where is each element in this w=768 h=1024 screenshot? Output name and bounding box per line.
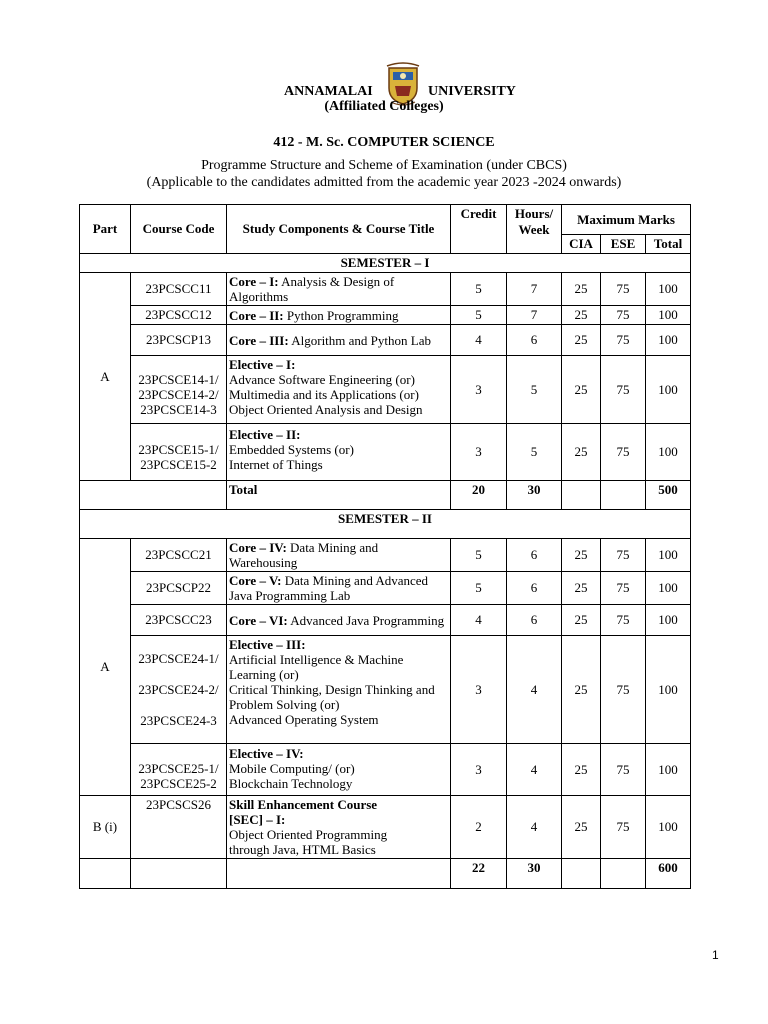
semester-1-heading-row bbox=[80, 254, 691, 273]
part-cell: A bbox=[80, 273, 131, 481]
header-course-code: Course Code bbox=[131, 205, 227, 254]
cia-cell: 25 bbox=[562, 572, 601, 605]
course-title bbox=[227, 273, 451, 306]
course-code bbox=[131, 744, 227, 796]
hours-cell: 6 bbox=[507, 605, 562, 636]
total-cell: 100 bbox=[646, 356, 691, 424]
course-title-text: Python Programming bbox=[283, 307, 399, 323]
table-row bbox=[80, 424, 691, 481]
course-title-line: Blockchain Technology bbox=[229, 776, 353, 791]
course-code: 23PCSCS26 bbox=[131, 796, 227, 859]
course-title-bold: Elective – II: bbox=[229, 427, 301, 442]
course-title-line: Internet of Things bbox=[229, 457, 323, 472]
cia-cell: 25 bbox=[562, 744, 601, 796]
header-cia: CIA bbox=[562, 235, 601, 254]
course-title-line: through Java, HTML Basics bbox=[229, 842, 376, 857]
total-hours: 30 bbox=[507, 481, 562, 510]
ese-cell: 75 bbox=[601, 306, 646, 325]
course-title-bold: Elective – IV: bbox=[229, 746, 304, 761]
header-total: Total bbox=[646, 235, 691, 254]
programme-title: 412 - M. Sc. COMPUTER SCIENCE bbox=[273, 135, 495, 150]
course-title bbox=[227, 424, 451, 481]
university-name-right: UNIVERSITY bbox=[428, 84, 516, 99]
total-credit: 22 bbox=[451, 859, 507, 889]
empty-cell bbox=[601, 859, 646, 889]
course-code: 23PCSCC11 bbox=[131, 273, 227, 306]
course-title-bold: Core – VI: bbox=[229, 612, 288, 628]
empty-cell bbox=[80, 481, 227, 510]
total-cell: 100 bbox=[646, 744, 691, 796]
total-cell: 100 bbox=[646, 424, 691, 481]
total-label: Total bbox=[227, 481, 451, 510]
semester-1-total-row bbox=[80, 481, 691, 510]
cia-cell: 25 bbox=[562, 796, 601, 859]
total-cell: 100 bbox=[646, 306, 691, 325]
empty-cell bbox=[562, 859, 601, 889]
table-row bbox=[80, 273, 691, 306]
cia-cell: 25 bbox=[562, 306, 601, 325]
ese-cell: 75 bbox=[601, 572, 646, 605]
table-row bbox=[80, 539, 691, 572]
header-credit: Credit bbox=[451, 205, 507, 254]
course-code-line: 23PCSCE14-2/ bbox=[138, 387, 219, 402]
semester-2-heading-row bbox=[80, 510, 691, 539]
cia-cell: 25 bbox=[562, 273, 601, 306]
empty-cell bbox=[562, 481, 601, 510]
credit-cell: 4 bbox=[451, 325, 507, 356]
affiliation: (Affiliated Colleges) bbox=[324, 99, 444, 114]
hours-cell: 4 bbox=[507, 636, 562, 744]
course-title bbox=[227, 356, 451, 424]
course-code: 23PCSCC21 bbox=[131, 539, 227, 572]
total-cell: 100 bbox=[646, 605, 691, 636]
part-cell: B (i) bbox=[80, 796, 131, 859]
course-title bbox=[227, 636, 451, 744]
ese-cell: 75 bbox=[601, 273, 646, 306]
credit-cell: 3 bbox=[451, 356, 507, 424]
table-row bbox=[80, 356, 691, 424]
table-row bbox=[80, 306, 691, 325]
credit-cell: 3 bbox=[451, 744, 507, 796]
course-title-line: Mobile Computing/ (or) bbox=[229, 761, 355, 776]
ese-cell: 75 bbox=[601, 605, 646, 636]
scheme-line-2: (Applicable to the candidates admitted from the academic year 2023 -2024 onwards) bbox=[146, 175, 622, 190]
course-code: 23PCSCP13 bbox=[131, 325, 227, 356]
course-code-line: 23PCSCE24-1/ bbox=[138, 651, 219, 666]
ese-cell: 75 bbox=[601, 356, 646, 424]
course-title-line: Artificial Intelligence & Machine Learning (or) bbox=[229, 652, 404, 682]
hours-cell: 6 bbox=[507, 539, 562, 572]
course-code-line: 23PCSCE25-2 bbox=[140, 776, 217, 791]
credit-cell: 4 bbox=[451, 605, 507, 636]
total-marks: 500 bbox=[646, 481, 691, 510]
table-row bbox=[80, 605, 691, 636]
course-title-line: Critical Thinking, Design Thinking and Problem Solving (or) bbox=[229, 682, 435, 712]
table-row-sec bbox=[80, 796, 691, 859]
hours-cell: 7 bbox=[507, 273, 562, 306]
course-title-line: Object Oriented Analysis and Design bbox=[229, 402, 423, 417]
course-title-line: Multimedia and its Applications (or) bbox=[229, 387, 419, 402]
course-title bbox=[227, 605, 451, 636]
scheme-line-1: Programme Structure and Scheme of Examination (under CBCS) bbox=[201, 158, 567, 173]
ese-cell: 75 bbox=[601, 744, 646, 796]
course-title-bold: Core – I: bbox=[229, 274, 279, 289]
ese-cell: 75 bbox=[601, 539, 646, 572]
course-title-bold: Elective – III: bbox=[229, 637, 306, 652]
cia-cell: 25 bbox=[562, 539, 601, 572]
credit-cell: 3 bbox=[451, 636, 507, 744]
semester-2-total-row bbox=[80, 859, 691, 889]
header-hours: Hours/ Week bbox=[507, 205, 562, 254]
header-part: Part bbox=[80, 205, 131, 254]
total-cell: 100 bbox=[646, 325, 691, 356]
total-cell: 100 bbox=[646, 539, 691, 572]
total-marks: 600 bbox=[646, 859, 691, 889]
course-title bbox=[227, 325, 451, 356]
table-row bbox=[80, 744, 691, 796]
course-title-line: Advanced Operating System bbox=[229, 712, 379, 727]
course-code bbox=[131, 356, 227, 424]
total-credit: 20 bbox=[451, 481, 507, 510]
course-code: 23PCSCP22 bbox=[131, 572, 227, 605]
credit-cell: 5 bbox=[451, 273, 507, 306]
university-name-left: ANNAMALAI bbox=[284, 84, 373, 99]
hours-cell: 6 bbox=[507, 572, 562, 605]
ese-cell: 75 bbox=[601, 636, 646, 744]
course-title-bold: Skill Enhancement Course bbox=[229, 797, 378, 812]
course-code-line: 23PCSCE14-1/ bbox=[138, 372, 219, 387]
course-title-bold: [SEC] – I: bbox=[229, 812, 286, 827]
header-ese: ESE bbox=[601, 235, 646, 254]
course-code-line: 23PCSCE25-1/ bbox=[138, 761, 219, 776]
course-code: 23PCSCC23 bbox=[131, 605, 227, 636]
hours-cell: 7 bbox=[507, 306, 562, 325]
table-header-row bbox=[80, 205, 691, 235]
ese-cell: 75 bbox=[601, 796, 646, 859]
course-title-line: Object Oriented Programming bbox=[229, 827, 388, 842]
course-title-bold: Core – III: bbox=[229, 332, 289, 348]
course-title bbox=[227, 306, 451, 325]
hours-cell: 4 bbox=[507, 744, 562, 796]
course-title-line: Advance Software Engineering (or) bbox=[229, 372, 415, 387]
empty-cell bbox=[227, 859, 451, 889]
course-title-text: Advanced Java Programming bbox=[287, 612, 445, 628]
total-cell: 100 bbox=[646, 572, 691, 605]
course-code bbox=[131, 636, 227, 744]
course-title bbox=[227, 572, 451, 605]
part-cell: A bbox=[80, 539, 131, 796]
course-title-bold: Core – IV: bbox=[229, 540, 287, 555]
course-title-text: Analysis & Design of Algorithms bbox=[229, 274, 395, 304]
cia-cell: 25 bbox=[562, 325, 601, 356]
credit-cell: 5 bbox=[451, 539, 507, 572]
ese-cell: 75 bbox=[601, 424, 646, 481]
document-header bbox=[0, 58, 768, 114]
hours-cell: 5 bbox=[507, 356, 562, 424]
page-number: 1 bbox=[712, 948, 719, 962]
course-title bbox=[227, 744, 451, 796]
course-title-text: Algorithm and Python Lab bbox=[288, 332, 431, 348]
course-title-text: Data Mining and Advanced Java Programming Lab bbox=[229, 573, 429, 603]
hours-cell: 5 bbox=[507, 424, 562, 481]
cia-cell: 25 bbox=[562, 424, 601, 481]
empty-cell bbox=[601, 481, 646, 510]
total-cell: 100 bbox=[646, 636, 691, 744]
header-title: Study Components & Course Title bbox=[227, 205, 451, 254]
header-maximum-marks: Maximum Marks bbox=[562, 205, 691, 235]
university-line bbox=[0, 58, 768, 98]
credit-cell: 2 bbox=[451, 796, 507, 859]
course-code-line: 23PCSCE24-3 bbox=[140, 713, 217, 728]
scheme-description bbox=[0, 157, 768, 191]
credit-cell: 3 bbox=[451, 424, 507, 481]
course-title-bold: Core – II: bbox=[229, 307, 284, 323]
hours-cell: 6 bbox=[507, 325, 562, 356]
course-code-line: 23PCSCE14-3 bbox=[140, 402, 217, 417]
cia-cell: 25 bbox=[562, 356, 601, 424]
ese-cell: 75 bbox=[601, 325, 646, 356]
table-row bbox=[80, 325, 691, 356]
course-title-bold: Core – V: bbox=[229, 573, 282, 588]
total-cell: 100 bbox=[646, 273, 691, 306]
course-code-line: 23PCSCE15-1/ bbox=[138, 442, 219, 457]
total-hours: 30 bbox=[507, 859, 562, 889]
cia-cell: 25 bbox=[562, 636, 601, 744]
empty-cell bbox=[80, 859, 131, 889]
course-code-line: 23PCSCE24-2/ bbox=[138, 682, 219, 697]
hours-cell: 4 bbox=[507, 796, 562, 859]
table-row bbox=[80, 572, 691, 605]
course-title bbox=[227, 796, 451, 859]
semester-1-label: SEMESTER – I bbox=[80, 254, 691, 273]
semester-2-label: SEMESTER – II bbox=[80, 510, 691, 539]
credit-cell: 5 bbox=[451, 572, 507, 605]
empty-cell bbox=[131, 859, 227, 889]
course-code-line: 23PCSCE15-2 bbox=[140, 457, 217, 472]
course-code: 23PCSCC12 bbox=[131, 306, 227, 325]
total-cell: 100 bbox=[646, 796, 691, 859]
course-structure-table bbox=[79, 204, 691, 889]
course-title-text: Data Mining and Warehousing bbox=[229, 540, 379, 570]
course-code bbox=[131, 424, 227, 481]
credit-cell: 5 bbox=[451, 306, 507, 325]
course-title-line: Embedded Systems (or) bbox=[229, 442, 354, 457]
cia-cell: 25 bbox=[562, 605, 601, 636]
course-title bbox=[227, 539, 451, 572]
table-row bbox=[80, 636, 691, 744]
course-title-bold: Elective – I: bbox=[229, 357, 296, 372]
